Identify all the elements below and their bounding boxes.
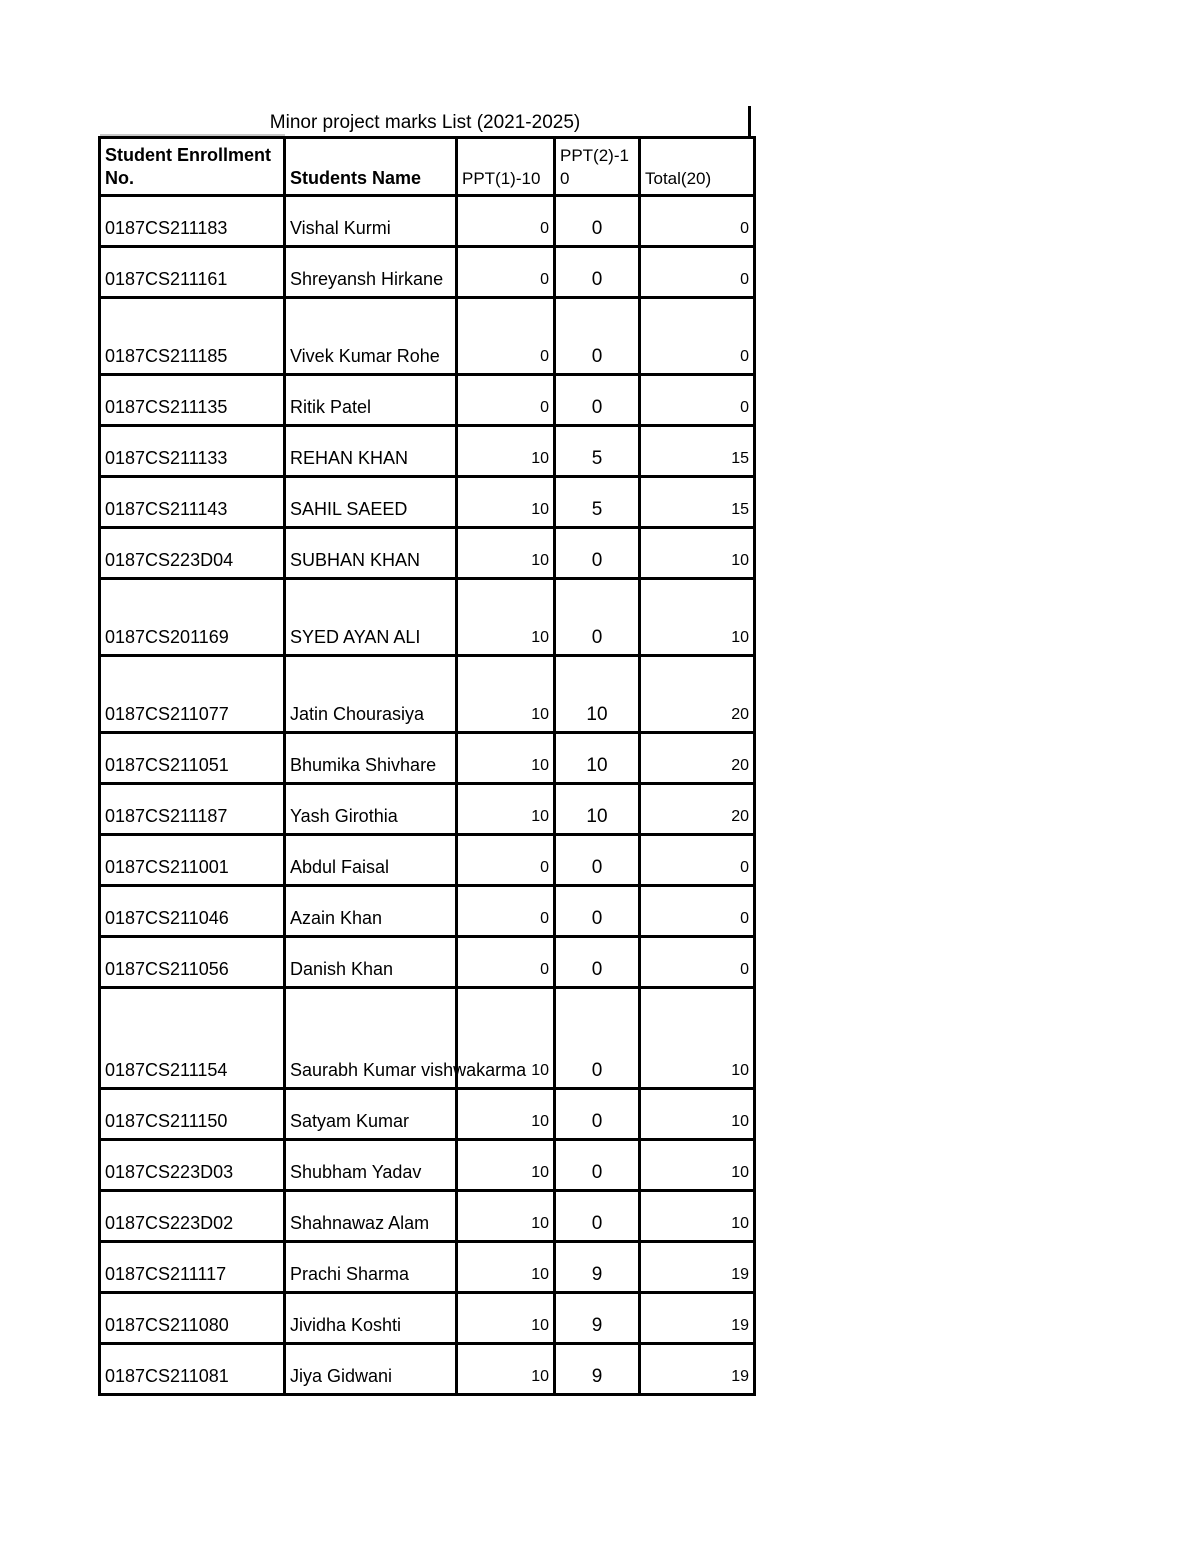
table-row — [100, 1242, 755, 1293]
total-cell: 19 — [640, 1344, 755, 1395]
ppt1-cell: 10 — [457, 733, 555, 784]
ppt2-cell: 0 — [555, 375, 640, 426]
ppt2-cell: 0 — [555, 1089, 640, 1140]
enrollment-cell: 0187CS211046 — [100, 886, 285, 937]
ppt2-cell: 0 — [555, 988, 640, 1089]
ppt2-cell: 10 — [555, 784, 640, 835]
table-row — [100, 477, 755, 528]
name-cell: SAHIL SAEED — [285, 477, 457, 528]
ppt1-cell: 0 — [457, 937, 555, 988]
ppt1-cell: 10 — [457, 1344, 555, 1395]
table-row — [100, 784, 755, 835]
ppt1-cell: 10 — [457, 1089, 555, 1140]
table-row — [100, 298, 755, 375]
enrollment-cell: 0187CS211081 — [100, 1344, 285, 1395]
name-cell: Vishal Kurmi — [285, 196, 457, 247]
total-cell: 0 — [640, 937, 755, 988]
total-cell: 20 — [640, 656, 755, 733]
total-cell: 15 — [640, 477, 755, 528]
ppt2-cell: 0 — [555, 835, 640, 886]
table-row — [100, 656, 755, 733]
ppt1-cell: 10 — [457, 1293, 555, 1344]
total-cell: 0 — [640, 196, 755, 247]
name-cell: Danish Khan — [285, 937, 457, 988]
name-cell: Saurabh Kumar vishwakarma — [285, 988, 457, 1089]
total-cell: 15 — [640, 426, 755, 477]
ppt2-cell: 9 — [555, 1344, 640, 1395]
table-row — [100, 426, 755, 477]
table-row — [100, 247, 755, 298]
table-row — [100, 528, 755, 579]
total-cell: 0 — [640, 886, 755, 937]
ppt1-cell: 0 — [457, 196, 555, 247]
ppt2-cell: 9 — [555, 1242, 640, 1293]
ppt1-cell: 0 — [457, 247, 555, 298]
marks-table — [98, 136, 756, 1396]
header-row — [100, 138, 755, 196]
name-cell: Jiya Gidwani — [285, 1344, 457, 1395]
name-cell: Ritik Patel — [285, 375, 457, 426]
name-cell: REHAN KHAN — [285, 426, 457, 477]
total-cell: 10 — [640, 1140, 755, 1191]
table-row — [100, 1344, 755, 1395]
header-total: Total(20) — [640, 138, 755, 196]
enrollment-cell: 0187CS211183 — [100, 196, 285, 247]
total-cell: 19 — [640, 1293, 755, 1344]
enrollment-cell: 0187CS223D02 — [100, 1191, 285, 1242]
ppt1-cell: 10 — [457, 579, 555, 656]
table-row — [100, 196, 755, 247]
ppt1-cell: 0 — [457, 886, 555, 937]
total-cell: 0 — [640, 298, 755, 375]
enrollment-cell: 0187CS201169 — [100, 579, 285, 656]
name-cell: Bhumika Shivhare — [285, 733, 457, 784]
ppt1-cell: 10 — [457, 656, 555, 733]
ppt1-cell: 0 — [457, 375, 555, 426]
table-row — [100, 579, 755, 656]
total-cell: 10 — [640, 579, 755, 656]
ppt1-cell: 10 — [457, 426, 555, 477]
ppt2-cell: 10 — [555, 733, 640, 784]
table-row — [100, 375, 755, 426]
ppt2-cell: 5 — [555, 426, 640, 477]
ppt1-cell: 10 — [457, 784, 555, 835]
header-ppt1: PPT(1)-10 — [457, 138, 555, 196]
ppt2-cell: 0 — [555, 528, 640, 579]
enrollment-cell: 0187CS211117 — [100, 1242, 285, 1293]
enrollment-cell: 0187CS211133 — [100, 426, 285, 477]
table-row — [100, 835, 755, 886]
enrollment-cell: 0187CS223D04 — [100, 528, 285, 579]
name-cell: Shahnawaz Alam — [285, 1191, 457, 1242]
enrollment-cell: 0187CS211051 — [100, 733, 285, 784]
header-enrollment: Student Enrollment No. — [100, 138, 285, 196]
enrollment-cell: 0187CS211001 — [100, 835, 285, 886]
table-row — [100, 988, 755, 1089]
table-row — [100, 733, 755, 784]
total-cell: 20 — [640, 733, 755, 784]
name-cell: SYED AYAN ALI — [285, 579, 457, 656]
ppt1-cell: 10 — [457, 988, 555, 1089]
title-right-border — [748, 106, 751, 138]
ppt2-cell: 0 — [555, 1191, 640, 1242]
ppt1-cell: 10 — [457, 1191, 555, 1242]
total-cell: 20 — [640, 784, 755, 835]
name-cell: Shreyansh Hirkane — [285, 247, 457, 298]
enrollment-cell: 0187CS211077 — [100, 656, 285, 733]
enrollment-cell: 0187CS211143 — [100, 477, 285, 528]
name-cell: Satyam Kumar — [285, 1089, 457, 1140]
total-cell: 0 — [640, 247, 755, 298]
enrollment-cell: 0187CS211185 — [100, 298, 285, 375]
ppt2-cell: 5 — [555, 477, 640, 528]
header-ppt2: PPT(2)-10 — [555, 138, 640, 196]
enrollment-cell: 0187CS211161 — [100, 247, 285, 298]
name-cell: Yash Girothia — [285, 784, 457, 835]
total-cell: 0 — [640, 835, 755, 886]
table-row — [100, 1293, 755, 1344]
table-row — [100, 1191, 755, 1242]
total-cell: 10 — [640, 528, 755, 579]
ppt2-cell: 0 — [555, 298, 640, 375]
enrollment-cell: 0187CS211080 — [100, 1293, 285, 1344]
header-name: Students Name — [285, 138, 457, 196]
name-cell: Jividha Koshti — [285, 1293, 457, 1344]
enrollment-cell: 0187CS211150 — [100, 1089, 285, 1140]
ppt1-cell: 10 — [457, 528, 555, 579]
ppt2-cell: 0 — [555, 247, 640, 298]
ppt1-cell: 10 — [457, 1242, 555, 1293]
enrollment-cell: 0187CS211135 — [100, 375, 285, 426]
enrollment-cell: 0187CS211056 — [100, 937, 285, 988]
enrollment-cell: 0187CS223D03 — [100, 1140, 285, 1191]
name-cell: Vivek Kumar Rohe — [285, 298, 457, 375]
ppt2-cell: 0 — [555, 579, 640, 656]
ppt1-cell: 10 — [457, 1140, 555, 1191]
name-cell: Prachi Sharma — [285, 1242, 457, 1293]
table-row — [100, 1089, 755, 1140]
enrollment-cell: 0187CS211187 — [100, 784, 285, 835]
ppt2-cell: 0 — [555, 937, 640, 988]
ppt2-cell: 9 — [555, 1293, 640, 1344]
ppt2-cell: 0 — [555, 1140, 640, 1191]
table-row — [100, 937, 755, 988]
ppt1-cell: 0 — [457, 835, 555, 886]
ppt1-cell: 10 — [457, 477, 555, 528]
total-cell: 19 — [640, 1242, 755, 1293]
enrollment-cell: 0187CS211154 — [100, 988, 285, 1089]
ppt2-cell: 10 — [555, 656, 640, 733]
table-row — [100, 1140, 755, 1191]
total-cell: 10 — [640, 988, 755, 1089]
total-cell: 10 — [640, 1191, 755, 1242]
page-title: Minor project marks List (2021-2025) — [269, 112, 581, 133]
name-cell: Shubham Yadav — [285, 1140, 457, 1191]
table-body — [100, 196, 755, 1395]
name-cell: SUBHAN KHAN — [285, 528, 457, 579]
table-row — [100, 886, 755, 937]
ppt2-cell: 0 — [555, 196, 640, 247]
name-cell: Azain Khan — [285, 886, 457, 937]
total-cell: 0 — [640, 375, 755, 426]
ppt1-cell: 0 — [457, 298, 555, 375]
name-cell: Abdul Faisal — [285, 835, 457, 886]
total-cell: 10 — [640, 1089, 755, 1140]
ppt2-cell: 0 — [555, 886, 640, 937]
name-cell: Jatin Chourasiya — [285, 656, 457, 733]
